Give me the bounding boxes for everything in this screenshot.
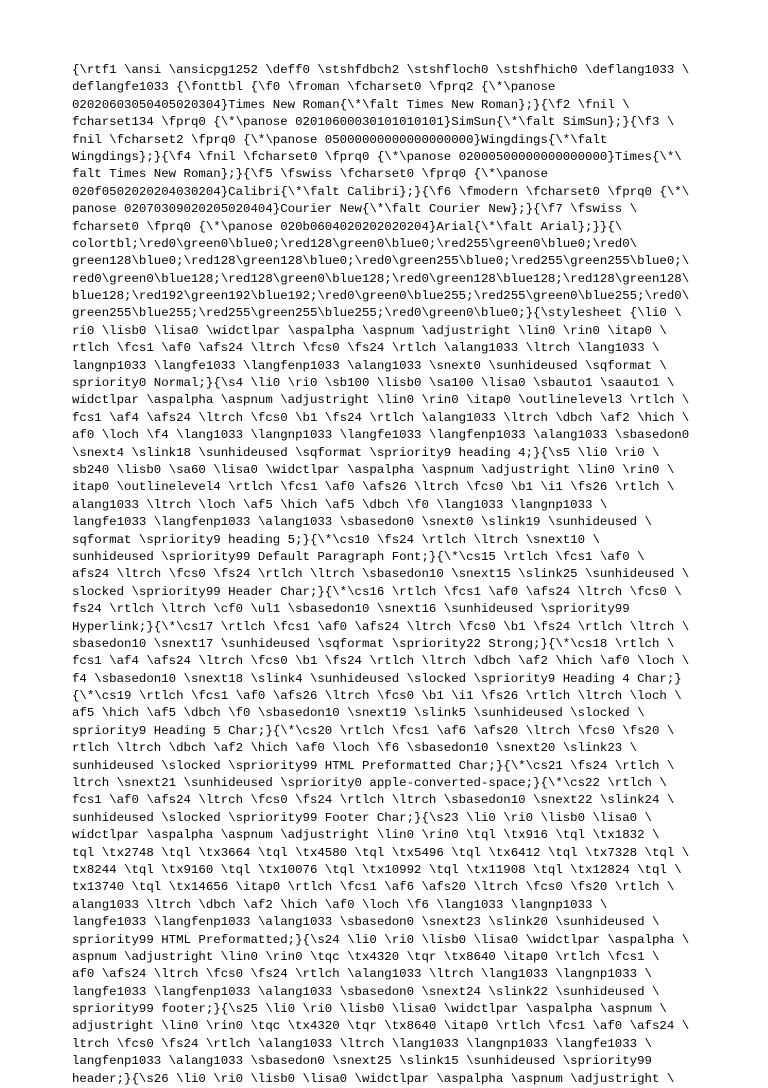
text-line: red0\green0\blue128;\red128\green0\blue128;\red0\green128\blue128;\red128\green128\ (72, 271, 690, 286)
text-line: \snext4 \slink18 \sunhideused \sqformat \spriority9 heading 4;}{\s5 \li0 \ri0 \ (72, 445, 660, 460)
text-line: widctlpar \aspalpha \aspnum \adjustright \lin0 \rin0 \tql \tx916 \tql \tx1832 \ (72, 828, 660, 843)
text-line: spriority0 Normal;}{\s4 \li0 \ri0 \sb100 \lisb0 \sa100 \lisa0 \sbauto1 \saauto1 \ (72, 376, 675, 391)
text-line: rtlch \fcs1 \af0 \afs24 \ltrch \fcs0 \fs24 \rtlch \alang1033 \ltrch \lang1033 \ (72, 341, 660, 356)
text-line: alang1033 \ltrch \dbch \af2 \hich \af0 \loch \f6 \lang1033 \langnp1033 \ (72, 897, 608, 912)
text-line: langfenp1033 \alang1033 \sbasedon0 \snext25 \slink15 \sunhideused \spriority99 (72, 1054, 652, 1069)
text-line: itap0 \outlinelevel4 \rtlch \fcs1 \af0 \afs26 \ltrch \fcs0 \b1 \i1 \fs26 \rtlch \ (72, 480, 675, 495)
text-line: langnp1033 \langfe1033 \langfenp1033 \alang1033 \snext0 \sunhideused \sqformat \ (72, 358, 667, 373)
text-line: fcharset134 \fprq0 {\*\panose 02010600030101010101}SimSun{\*\falt SimSun};}{\f3 \ (72, 115, 675, 130)
text-line: alang1033 \ltrch \loch \af5 \hich \af5 \dbch \f0 \lang1033 \langnp1033 \ (72, 497, 608, 512)
text-line: 020f0502020204030204}Calibri{\*\falt Calibri};}{\f6 \fmodern \fcharset0 \fprq0 {\*\ (72, 184, 690, 199)
text-line: sb240 \lisb0 \sa60 \lisa0 \widctlpar \aspalpha \aspnum \adjustright \lin0 \rin0 \ (72, 462, 675, 477)
text-line: tx13740 \tql \tx14656 \itap0 \rtlch \fcs1 \af6 \afs20 \ltrch \fcs0 \fs20 \rtlch \ (72, 880, 675, 895)
text-line: ltrch \fcs0 \fs24 \rtlch \alang1033 \ltrch \lang1033 \langnp1033 \langfe1033 \ (72, 1036, 652, 1051)
text-line: afs24 \ltrch \fcs0 \fs24 \rtlch \ltrch \sbasedon10 \snext15 \slink25 \sunhideused \ (72, 567, 690, 582)
text-line: sunhideused \slocked \spriority99 HTML Preformatted Char;}{\*\cs21 \fs24 \rtlch \ (72, 758, 675, 773)
text-line: green255\blue255;\red255\green255\blue255;\red0\green0\blue0;}{\stylesheet {\li0 \ (72, 306, 682, 321)
text-line: sbasedon10 \snext17 \sunhideused \sqformat \spriority22 Strong;}{\*\cs18 \rtlch \ (72, 636, 675, 651)
text-line: ltrch \snext21 \sunhideused \spriority0 apple-converted-space;}{\*\cs22 \rtlch \ (72, 776, 667, 791)
text-line: sunhideused \spriority99 Default Paragraph Font;}{\*\cs15 \rtlch \fcs1 \af0 \ (72, 549, 645, 564)
text-line: panose 02070309020205020404}Courier New{\*\falt Courier New};}{\f7 \fswiss \ (72, 202, 638, 217)
text-line: tx8244 \tql \tx9160 \tql \tx10076 \tql \tx10992 \tql \tx11908 \tql \tx12824 \tql \ (72, 862, 682, 877)
text-line: fnil \fcharset2 \fprq0 {\*\panose 05000000000000000000}Wingdings{\*\falt (72, 132, 608, 147)
text-line: {\rtf1 \ansi \ansicpg1252 \deff0 \stshfdbch2 \stshfloch0 \stshfhich0 \deflang1033 \ (72, 63, 690, 77)
text-line: af0 \afs24 \ltrch \fcs0 \fs24 \rtlch \alang1033 \ltrch \lang1033 \langnp1033 \ (72, 967, 652, 982)
rtf-source-text (72, 62, 712, 1088)
text-line: fcs1 \af4 \afs24 \ltrch \fcs0 \b1 \fs24 \rtlch \ltrch \dbch \af2 \hich \af0 \loch \ (72, 654, 690, 669)
text-line: tql \tx2748 \tql \tx3664 \tql \tx4580 \tql \tx5496 \tql \tx6412 \tql \tx7328 \tql \ (72, 845, 690, 860)
text-line: Hyperlink;}{\*\cs17 \rtlch \fcs1 \af0 \afs24 \ltrch \fcs0 \b1 \fs24 \rtlch \ltrch \ (72, 619, 690, 634)
text-line: fcharset0 \fprq0 {\*\panose 020b0604020202020204}Arial{\*\falt Arial};}}{\ (72, 219, 623, 234)
text-line: fcs1 \af4 \afs24 \ltrch \fcs0 \b1 \fs24 \rtlch \alang1033 \ltrch \dbch \af2 \hich \ (72, 410, 690, 425)
text-line: langfe1033 \langfenp1033 \alang1033 \sbasedon0 \snext24 \slink22 \sunhideused \ (72, 984, 660, 999)
text-line: {\*\cs19 \rtlch \fcs1 \af0 \afs26 \ltrch \fcs0 \b1 \i1 \fs26 \rtlch \ltrch \loch \ (72, 689, 682, 704)
text-line: sqformat \spriority9 heading 5;}{\*\cs10 \fs24 \rtlch \ltrch \snext10 \ (72, 532, 600, 547)
text-line: header;}{\s26 \li0 \ri0 \lisb0 \lisa0 \widctlpar \aspalpha \aspnum \adjustright \ (72, 1071, 675, 1086)
text-line: spriority99 footer;}{\s25 \li0 \ri0 \lisb0 \lisa0 \widctlpar \aspalpha \aspnum \ (72, 1002, 667, 1017)
text-line: spriority9 Heading 5 Char;}{\*\cs20 \rtlch \fcs1 \af6 \afs20 \ltrch \fcs0 \fs20 \ (72, 723, 675, 738)
text-line: langfe1033 \langfenp1033 \alang1033 \sbasedon0 \snext0 \slink19 \sunhideused \ (72, 515, 652, 530)
text-line: fs24 \rtlch \ltrch \cf0 \ul1 \sbasedon10 \snext16 \sunhideused \spriority99 (72, 602, 630, 617)
text-line: widctlpar \aspalpha \aspnum \adjustright \lin0 \rin0 \itap0 \outlinelevel3 \rtlch \ (72, 393, 690, 408)
text-line: 02020603050405020304}Times New Roman{\*\falt Times New Roman};}{\f2 \fnil \ (72, 97, 630, 112)
text-line: sunhideused \slocked \spriority99 Footer Char;}{\s23 \li0 \ri0 \lisb0 \lisa0 \ (72, 810, 652, 825)
text-line: af5 \hich \af5 \dbch \f0 \sbasedon10 \snext19 \slink5 \sunhideused \slocked \ (72, 706, 645, 721)
text-line: ri0 \lisb0 \lisa0 \widctlpar \aspalpha \aspnum \adjustright \lin0 \rin0 \itap0 \ (72, 323, 667, 338)
text-line: Wingdings};}{\f4 \fnil \fcharset0 \fprq0 {\*\panose 02000500000000000000}Times{\*\ (72, 149, 682, 164)
text-line: fcs1 \af0 \afs24 \ltrch \fcs0 \fs24 \rtlch \ltrch \sbasedon10 \snext22 \slink24 \ (72, 793, 675, 808)
text-line: af0 \loch \f4 \lang1033 \langnp1033 \langfe1033 \langfenp1033 \alang1033 \sbasedon0 (72, 428, 690, 443)
text-line: colortbl;\red0\green0\blue0;\red128\green0\blue0;\red255\green0\blue0;\red0\ (72, 236, 638, 251)
text-line: blue128;\red192\green192\blue192;\red0\green0\blue255;\red255\green0\blue255;\red0\ (72, 289, 690, 304)
text-line: aspnum \adjustright \lin0 \rin0 \tqc \tx4320 \tqr \tx8640 \itap0 \rtlch \fcs1 \ (72, 949, 660, 964)
text-line: deflangfe1033 {\fonttbl {\f0 \froman \fcharset0 \fprq2 {\*\panose (72, 80, 556, 95)
text-line: f4 \sbasedon10 \snext18 \slink4 \sunhideused \slocked \spriority9 Heading 4 Char;} (72, 671, 682, 686)
text-line: spriority99 HTML Preformatted;}{\s24 \li0 \ri0 \lisb0 \lisa0 \widctlpar \aspalpha \ (72, 932, 690, 947)
text-line: adjustright \lin0 \rin0 \tqc \tx4320 \tqr \tx8640 \itap0 \rtlch \fcs1 \af0 \afs24 \ (72, 1019, 690, 1034)
text-line: rtlch \ltrch \dbch \af2 \hich \af0 \loch \f6 \sbasedon10 \snext20 \slink23 \ (72, 741, 638, 756)
text-line: green128\blue0;\red128\green128\blue0;\red0\green255\blue0;\red255\green255\blue0;\ (72, 254, 690, 269)
text-line: falt Times New Roman};}{\f5 \fswiss \fcharset0 \fprq0 {\*\panose (72, 167, 548, 182)
text-line: slocked \spriority99 Header Char;}{\*\cs16 \rtlch \fcs1 \af0 \afs24 \ltrch \fcs0 \ (72, 584, 682, 599)
text-line: langfe1033 \langfenp1033 \alang1033 \sbasedon0 \snext23 \slink20 \sunhideused \ (72, 915, 660, 930)
